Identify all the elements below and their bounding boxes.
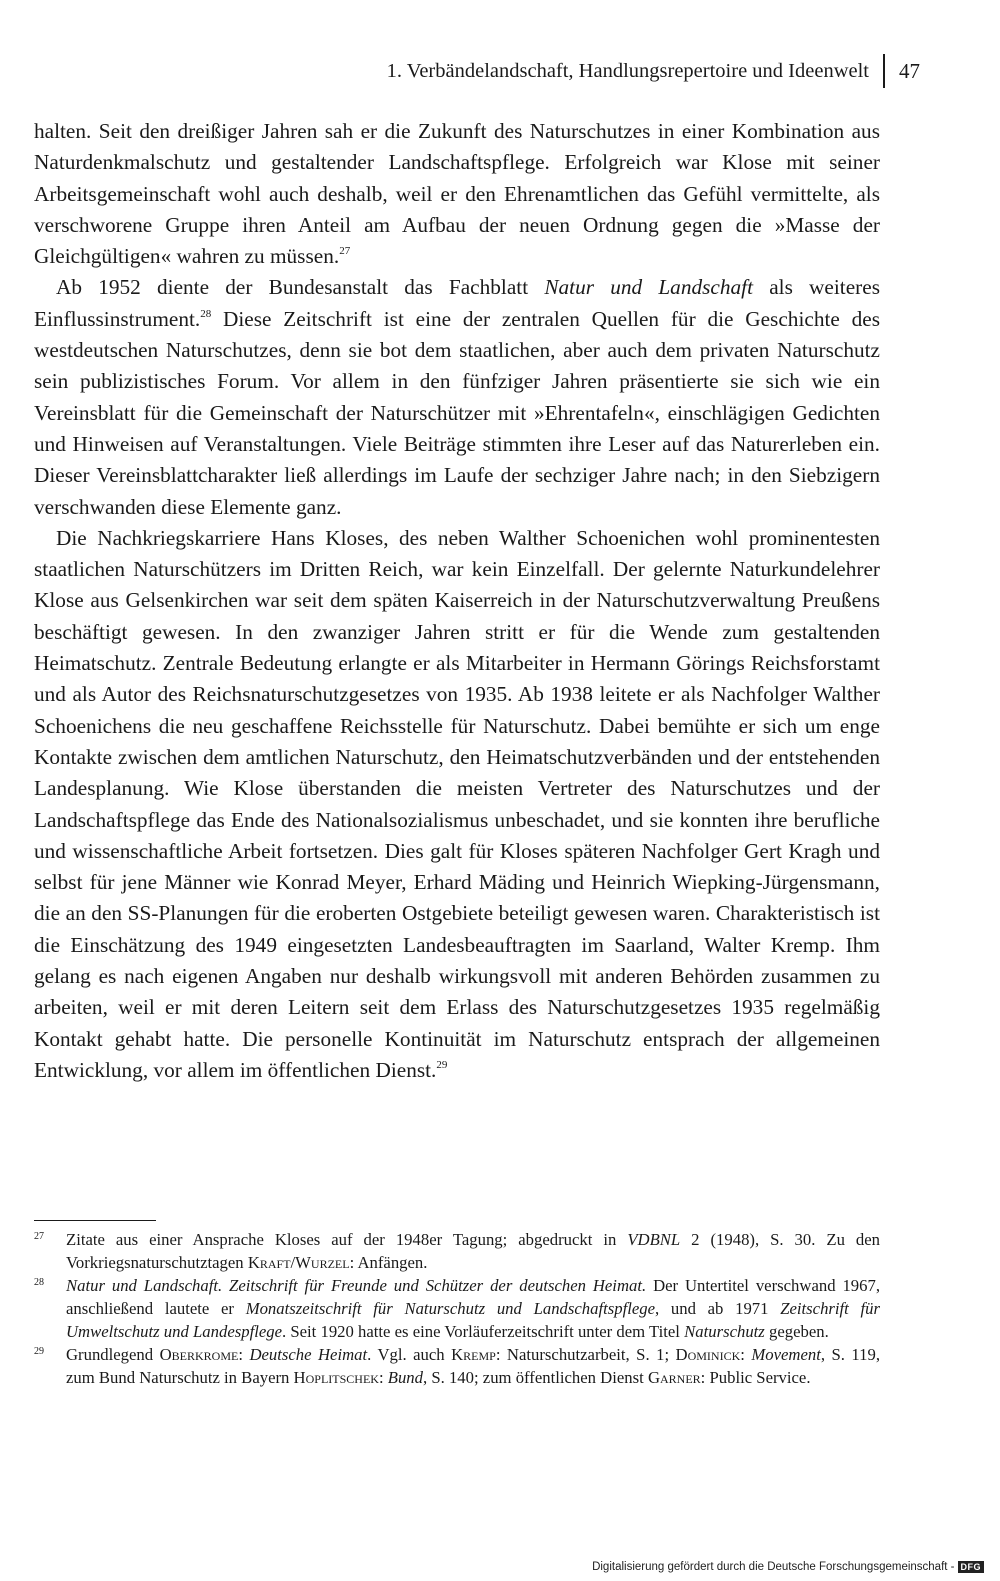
banner-text: Digitalisierung gefördert durch die Deutsche Forschungsgemeinschaft - <box>592 1561 955 1573</box>
footnote-author: Garner <box>647 1368 701 1387</box>
footnote-italic: Natur und Landschaft. Zeitschrift für Freunde und Schützer der deutschen Heimat. <box>66 1276 647 1295</box>
footnote-text: . Seit 1920 hatte es eine Vorläuferzeitschrift unter dem Titel <box>282 1322 685 1341</box>
running-header <box>30 54 920 88</box>
footnote-italic: Movement <box>751 1345 821 1364</box>
footnote-separator <box>34 1220 156 1221</box>
footnote-italic: Naturschutz <box>684 1322 765 1341</box>
footnote-author: Hoplitschek <box>293 1368 379 1387</box>
footnote-text: : Naturschutzarbeit, S. 1; <box>495 1345 676 1364</box>
footnote-text: . Vgl. auch <box>367 1345 452 1364</box>
footnote-ref-27[interactable]: 27 <box>339 245 351 258</box>
dfg-logo: DFG <box>958 1561 985 1573</box>
footnote-italic: Monatszeitschrift für Naturschutz und Landschaftspflege <box>245 1299 656 1318</box>
footnote-author: Dominick <box>675 1345 741 1364</box>
footnote-italic: Zeitschrift für Umweltschutz und Landespflege <box>66 1299 880 1341</box>
paragraph-2-text-a: Ab 1952 diente der Bundesanstalt das Fachblatt <box>56 275 545 300</box>
footnote-text: , S. 119, zum Bund Naturschutz in Bayern <box>66 1345 881 1387</box>
footnote-28 <box>34 1274 880 1343</box>
footnote-author: Oberkrome <box>159 1345 239 1364</box>
footnote-italic: VDBNL <box>627 1230 681 1249</box>
footnotes <box>34 1228 880 1389</box>
footnote-text: , S. 140; zum öffentlichen Dienst <box>422 1368 648 1387</box>
footnote-text: : <box>238 1345 250 1364</box>
footnote-number: 27 <box>34 1231 44 1242</box>
footnote-text: Der Untertitel verschwand 1967, anschließend lautete er <box>66 1276 880 1318</box>
footnote-text: : <box>378 1368 388 1387</box>
footnote-italic: Bund <box>387 1368 423 1387</box>
footnote-text: : <box>740 1345 752 1364</box>
journal-title-italic: Natur und Landschaft <box>544 275 754 300</box>
paragraph-3-text: Die Nachkriegskarriere Hans Kloses, des neben Walther Schoenichen wohl prominentesten staatlichen Naturschützers im Dritten Reich, war kein Einzelfall. Der gelernte Naturkundelehrer Klose aus Gelsenkirchen war seit dem späten Kaiserreich in der Naturschutzverwaltung Preußens beschäftigt gewesen. In den zwanziger Jahren stritt er für die Wende zum gestaltenden Heimatschutz. Zentrale Bedeutung erlangte er als Mitarbeiter in Hermann Görings Reichsforstamt und als Autor des Reichsnaturschutzgesetzes von 1935. Ab 1938 leitete er als Nachfolger Walther Schoenichens die neu geschaffene Reichsstelle für Naturschutz. Dabei bemühte er sich um enge Kontakte zwischen dem amtlichen Naturschutz, den Heimatschutzverbänden und der entstehenden Landesplanung. Wie Klose überstanden die meisten Vertreter des Naturschutzes und der Landschaftspflege das Ende des Nationalsozialismus unbeschadet, und sie konnten ihre berufliche und wissenschaftliche Arbeit fortsetzen. Dies galt für Kloses späteren Nachfolger Gert Kragh und selbst für jene Männer wie Konrad Meyer, Erhard Mäding und Heinrich Wiepking-Jürgensmann, die an den SS-Planungen für die eroberten Ostgebiete beteiligt gewesen waren. Charakteristisch ist die Einschätzung des 1949 eingesetzten Landesbeauftragten im Saarland, Walter Kremp. Ihm gelang es nach eigenen Angaben nur deshalb wirkungsvoll mit anderen Behörden zusammen zu arbeiten, weil er mit deren Leitern seit dem Erlass des Naturschutzgesetzes 1935 regelmäßig Kontakt gehabt hatte. Die personelle Kontinuität im Naturschutz entsprach der allgemeinen Entwicklung, vor allem im öffentlichen Dienst. <box>34 525 880 1082</box>
footnote-ref-29[interactable]: 29 <box>436 1058 448 1071</box>
footnote-27 <box>34 1228 880 1274</box>
running-title: 1. Verbändelandschaft, Handlungsrepertoire und Ideenwelt <box>386 60 869 82</box>
footnote-author: Kraft/Wurzel <box>247 1253 350 1272</box>
footnote-text: : Anfängen. <box>349 1253 428 1272</box>
footnote-number: 28 <box>34 1277 44 1288</box>
paragraph-2-text-b: als weiteres Einflussinstrument. <box>34 275 881 331</box>
footnote-29 <box>34 1343 880 1389</box>
page-number: 47 <box>899 59 920 83</box>
body-text <box>34 116 880 1086</box>
footnote-text: Grundlegend <box>66 1345 160 1364</box>
paragraph-1 <box>34 116 880 272</box>
digitization-banner <box>592 1561 984 1573</box>
footnote-text: 2 (1948), S. 30. Zu den Vorkriegsnaturschutztagen <box>66 1230 880 1272</box>
header-divider <box>883 54 885 88</box>
footnote-italic: Deutsche Heimat <box>249 1345 368 1364</box>
paragraph-3 <box>34 523 880 1086</box>
footnote-text: : Public Service. <box>700 1368 811 1387</box>
paragraph-1-text: halten. Seit den dreißiger Jahren sah er die Zukunft des Naturschutzes in einer Kombination aus Naturdenkmalschutz und gestaltender Landschaftspflege. Erfolgreich war Klose mit seiner Arbeitsgemeinschaft wohl auch deshalb, weil er den Ehrenamtlichen das Gefühl vermittelte, als verschworene Gruppe ihren Anteil am Aufbau der neuen Ordnung gegen die »Masse der Gleichgültigen« wahren zu müssen. <box>34 119 880 269</box>
footnote-ref-28[interactable]: 28 <box>200 307 212 320</box>
footnote-text: , und ab 1971 <box>655 1299 781 1318</box>
footnote-text: gegeben. <box>764 1322 829 1341</box>
paragraph-2 <box>34 272 880 522</box>
paragraph-2-text-c: Diese Zeitschrift ist eine der zentralen Quellen für die Geschichte des westdeutschen Naturschutzes, denn sie bot dem staatlichen, aber auch dem privaten Naturschutz sein publizistisches Forum. Vor allem in den fünfziger Jahren präsentierte sie sich wie ein Vereinsblatt für die Gemeinschaft der Naturschützer mit »Ehrentafeln«, einschlägigen Gedichten und Hinweisen auf Veranstaltungen. Viele Beiträge stimmten ihre Leser auf das Naturerleben ein. Dieser Vereinsblattcharakter ließ allerdings im Laufe der sechziger Jahre nach; in den Siebzigern verschwanden diese Elemente ganz. <box>34 306 880 519</box>
footnote-number: 29 <box>34 1346 44 1357</box>
footnote-author: Kremp <box>451 1345 496 1364</box>
footnote-text: Zitate aus einer Ansprache Kloses auf der 1948er Tagung; abgedruckt in <box>66 1230 628 1249</box>
